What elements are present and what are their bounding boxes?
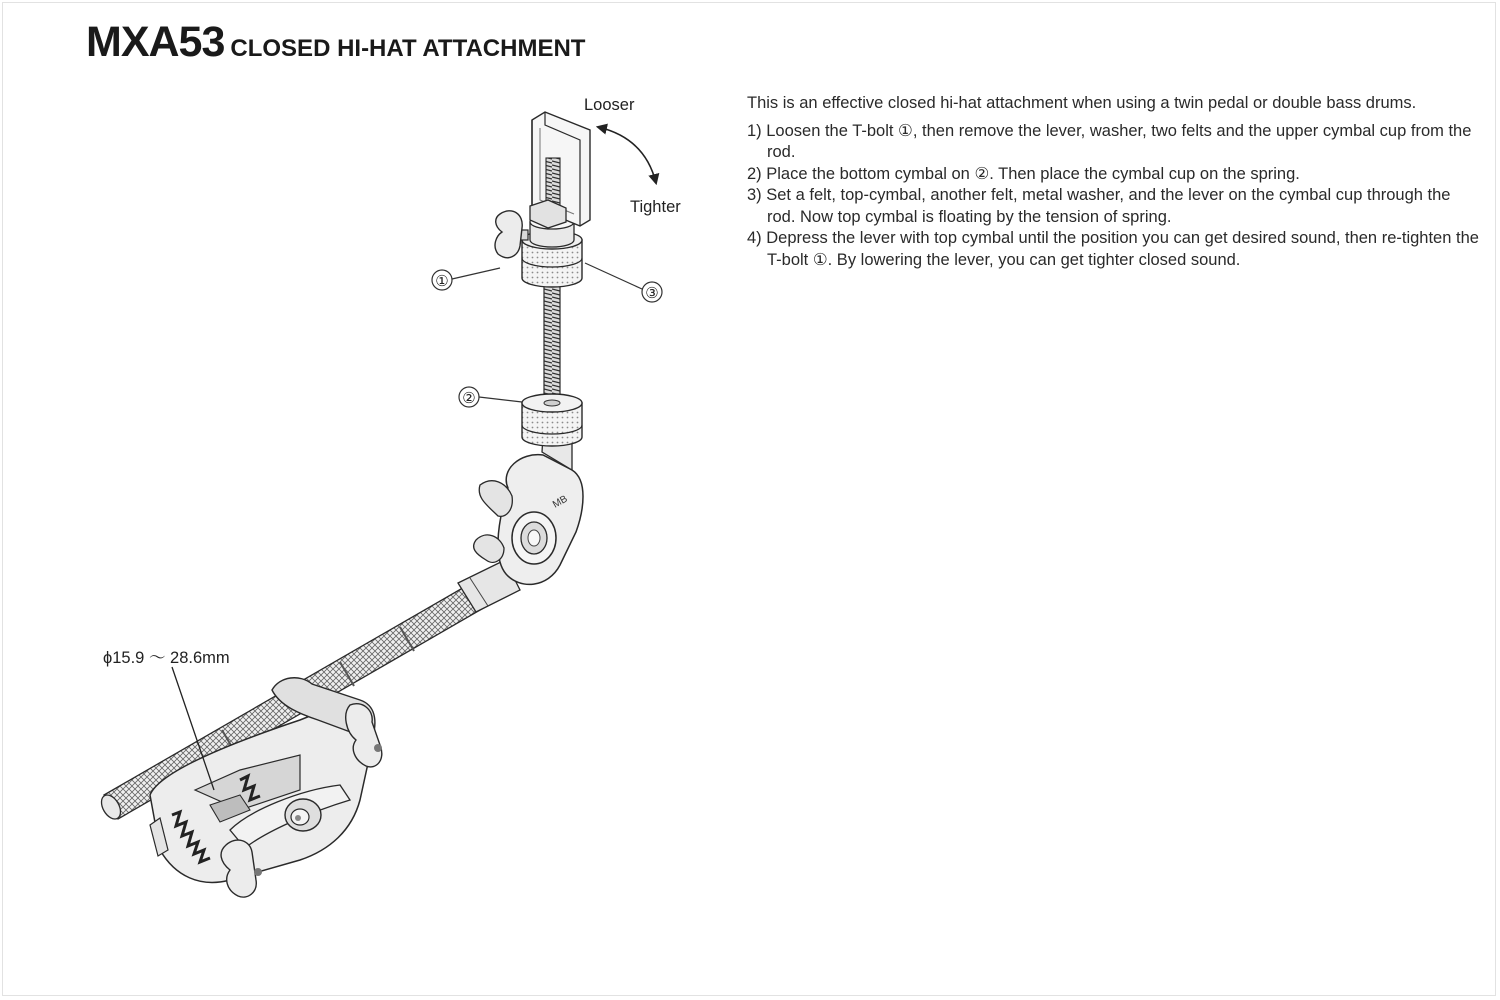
tighter-label: Tighter — [630, 198, 681, 216]
instructions — [747, 93, 1482, 271]
svg-text:③: ③ — [645, 285, 659, 302]
lever-bracket — [530, 112, 590, 228]
step-1: 1) Loosen the T-bolt ①, then remove the lever, washer, two felts and the upper cymbal cup from the rod. — [747, 121, 1472, 161]
clamp-size-label: ϕ15.9 ～ 28.6mm — [103, 649, 230, 667]
threaded-rod — [544, 282, 560, 402]
model-number: MXA53 — [86, 18, 225, 66]
svg-text:①: ① — [435, 273, 449, 290]
step-3: 3) Set a felt, top-cymbal, another felt, metal washer, and the lever on the cymbal cup through the rod. Now top cymbal is floating by the tension of spring. — [747, 186, 1451, 226]
callout-3-marker — [585, 263, 662, 302]
step-4: 4) Depress the lever with top cymbal until the position you can get desired sound, then re-tighten the T-bolt ①. By lowering the lever, you can get tighter closed sound. — [747, 229, 1479, 269]
looser-label: Looser — [584, 96, 635, 114]
t-bolt-wing-icon — [495, 211, 522, 258]
intro-text: This is an effective closed hi-hat attachment when using a twin pedal or double bass drums. — [747, 94, 1417, 112]
clamp-knob — [285, 799, 321, 831]
brand-logo: MB — [551, 493, 570, 511]
rotation-arrow — [598, 127, 656, 183]
product-name: CLOSED HI-HAT ATTACHMENT — [230, 35, 586, 62]
bottom-cymbal-seat — [522, 394, 582, 446]
step-2: 2) Place the bottom cymbal on ②. Then place the cymbal cup on the spring. — [747, 164, 1300, 183]
steps-list — [747, 121, 1482, 272]
callout-2-marker — [459, 387, 522, 407]
callout-1-marker — [432, 268, 500, 290]
svg-text:②: ② — [462, 390, 476, 407]
